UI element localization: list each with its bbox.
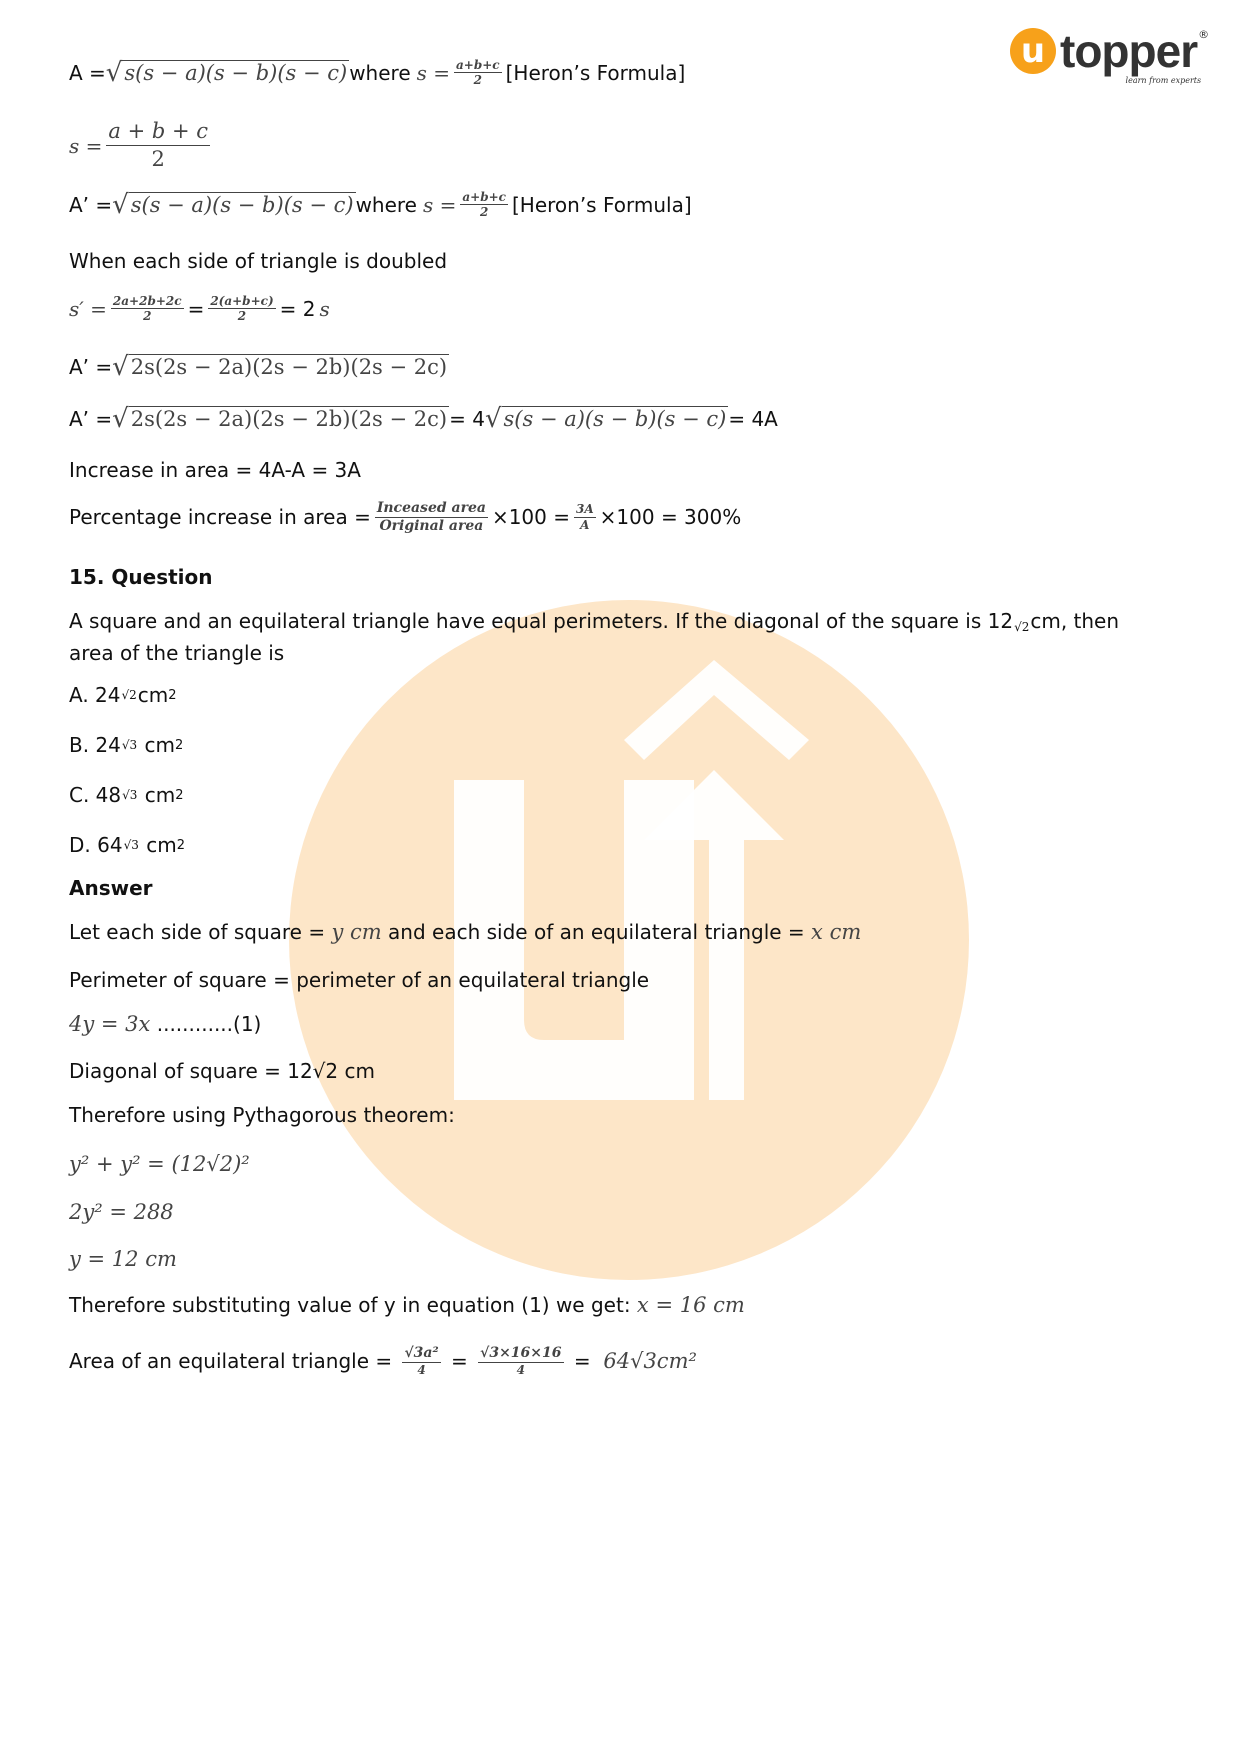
text: A’ = — [69, 407, 113, 431]
denominator: 2 — [480, 205, 489, 220]
math-s-prime: s′ = — [69, 296, 107, 321]
math-x: x cm — [811, 920, 862, 944]
inline-root: √2 — [121, 688, 137, 702]
radicand: 2s(2s − 2a)(2s − 2b)(2s − 2c) — [130, 407, 448, 431]
text: Diagonal of square = 12√2 cm — [69, 1059, 375, 1083]
inline-root: √3 — [121, 738, 138, 752]
answer-line-8 — [69, 1247, 177, 1271]
answer-line-1 — [69, 920, 861, 944]
radicand: s(s − a)(s − b)(s − c) — [503, 407, 727, 431]
fraction — [402, 1345, 440, 1377]
fraction — [460, 190, 508, 220]
fraction — [574, 502, 596, 532]
text: Percentage increase in area = — [69, 505, 371, 530]
answer-title: Answer — [69, 876, 153, 900]
fraction — [106, 118, 210, 174]
numerator: √3a² — [404, 1345, 439, 1361]
equation: y² + y² = (12√2)² — [69, 1152, 250, 1176]
text: Increase in area = 4A-A = 3A — [69, 458, 361, 482]
percentage-increase-line — [69, 500, 741, 535]
semi-perimeter-line — [69, 118, 214, 174]
text: A square and an equilateral triangle have equal perimeters. If the diagonal of the square is 12 — [69, 609, 1014, 633]
denominator: 2 — [237, 309, 247, 324]
text: and each side of an equilateral triangle = — [381, 920, 812, 944]
text: A’ = — [69, 192, 113, 217]
option-label: C. 48 — [69, 783, 122, 807]
text: = 4A — [728, 407, 778, 431]
option-unit: cm — [138, 733, 176, 757]
option-c — [69, 783, 184, 807]
equation: y = 12 cm — [69, 1247, 177, 1271]
u-logo-icon: u — [1010, 28, 1056, 74]
option-a — [69, 683, 177, 707]
text-line — [69, 458, 361, 482]
text: = 2 — [279, 296, 316, 321]
option-label: B. 24 — [69, 733, 121, 757]
text: Let each side of square = — [69, 920, 332, 944]
text: where — [355, 192, 417, 217]
area-simplified-line — [69, 406, 778, 432]
doubled-semi-perimeter-line — [69, 294, 330, 324]
radical: √ s(s − a)(s − b)(s − c) — [484, 404, 727, 434]
answer-line-5 — [69, 1103, 455, 1127]
denominator: 4 — [516, 1362, 525, 1377]
denominator: Original area — [379, 517, 484, 534]
brand-tagline: learn from experts — [1125, 76, 1202, 85]
equation: 4y = 3x — [69, 1012, 151, 1036]
radical: √ 2s(2s − 2a)(2s − 2b)(2s − 2c) — [112, 352, 448, 382]
radicand: 2s(2s − 2a)(2s − 2b)(2s − 2c) — [130, 355, 448, 379]
radical: √ s(s − a)(s − b)(s − c) — [112, 189, 354, 220]
brand-logo — [1010, 25, 1210, 85]
math-y: y cm — [331, 920, 382, 944]
numerator: a+b+c — [456, 58, 500, 72]
text: = — [444, 1349, 475, 1374]
text: = 4 — [449, 407, 485, 431]
exponent: 2 — [176, 837, 185, 853]
fraction — [454, 58, 502, 88]
text: Therefore substituting value of y in equation (1) we get: — [69, 1293, 637, 1317]
text: ×100 = — [491, 505, 570, 530]
inline-root: √3 — [123, 838, 139, 852]
text: Perimeter of square = perimeter of an equilateral triangle — [69, 968, 650, 992]
text: = — [187, 296, 205, 321]
option-unit: cm — [139, 833, 177, 857]
text: A = — [69, 60, 106, 85]
equation: x = 16 cm — [636, 1293, 745, 1317]
text: When each side of triangle is doubled — [69, 249, 448, 273]
text: [Heron’s Formula] — [511, 192, 692, 217]
exponent: 2 — [168, 687, 177, 703]
answer-line-7 — [69, 1200, 174, 1224]
text: Area of an equilateral triangle = — [69, 1349, 399, 1374]
fraction — [111, 294, 184, 324]
fraction — [208, 294, 275, 324]
answer-line-2 — [69, 968, 649, 992]
area-doubled-line — [69, 354, 449, 380]
equation: 64√3cm² — [603, 1349, 697, 1374]
text-line — [69, 249, 447, 273]
numerator: 2a+2b+2c — [112, 294, 182, 308]
text: ×100 = 300% — [599, 505, 742, 530]
option-d — [69, 833, 185, 857]
heron-formula-doubled-line — [69, 190, 692, 220]
numerator: √3×16×16 — [480, 1345, 562, 1361]
option-b — [69, 733, 183, 757]
denominator: 2 — [143, 309, 152, 324]
exponent: 2 — [175, 737, 184, 753]
fraction — [478, 1345, 563, 1377]
denominator: A — [580, 517, 590, 532]
denominator: 4 — [417, 1362, 426, 1377]
radical: √ 2s(2s − 2a)(2s − 2b)(2s − 2c) — [112, 404, 448, 434]
option-label: D. 64 — [69, 833, 123, 857]
answer-line-9 — [69, 1293, 745, 1317]
inline-root: √2 — [1014, 620, 1030, 634]
equation: 2y² = 288 — [69, 1200, 174, 1224]
math-s: s = — [416, 60, 451, 85]
denominator: 2 — [473, 73, 482, 88]
math-s: s = — [423, 192, 457, 217]
radicand: s(s − a)(s − b)(s − c) — [124, 60, 348, 85]
answer-line-4 — [69, 1059, 375, 1083]
text: = — [567, 1349, 604, 1374]
exponent: 2 — [175, 787, 184, 803]
option-unit: cm — [138, 783, 176, 807]
answer-line-10 — [69, 1345, 697, 1377]
math-s: s — [319, 296, 330, 321]
text: cm, then area of the triangle is — [69, 609, 1120, 665]
text: ............(1) — [150, 1012, 262, 1036]
question-text — [69, 608, 1149, 666]
text: [Heron’s Formula] — [505, 60, 686, 85]
radicand: s(s − a)(s − b)(s − c) — [130, 192, 354, 217]
registered-mark: ® — [1198, 28, 1210, 41]
option-unit: cm — [137, 683, 169, 707]
option-label: A. 24 — [69, 683, 121, 707]
math-s: s = — [69, 133, 103, 158]
inline-root: √3 — [122, 788, 138, 802]
numerator: 3A — [575, 502, 594, 517]
numerator: a+b+c — [462, 190, 506, 204]
answer-line-6 — [69, 1152, 250, 1176]
brand-name: topper — [1060, 25, 1198, 77]
answer-line-3 — [69, 1012, 261, 1036]
question-title: 15. Question — [69, 565, 213, 589]
numerator: Inceased area — [376, 500, 486, 516]
text: Therefore using Pythagorous theorem: — [69, 1103, 455, 1127]
denominator: 2 — [151, 147, 165, 172]
radical: √ s(s − a)(s − b)(s − c) — [105, 57, 348, 88]
heron-formula-line — [69, 58, 685, 88]
numerator: a + b + c — [106, 118, 210, 146]
text: A’ = — [69, 355, 113, 379]
fraction — [375, 500, 488, 535]
text: where — [349, 60, 411, 85]
numerator: 2(a+b+c) — [210, 294, 274, 308]
